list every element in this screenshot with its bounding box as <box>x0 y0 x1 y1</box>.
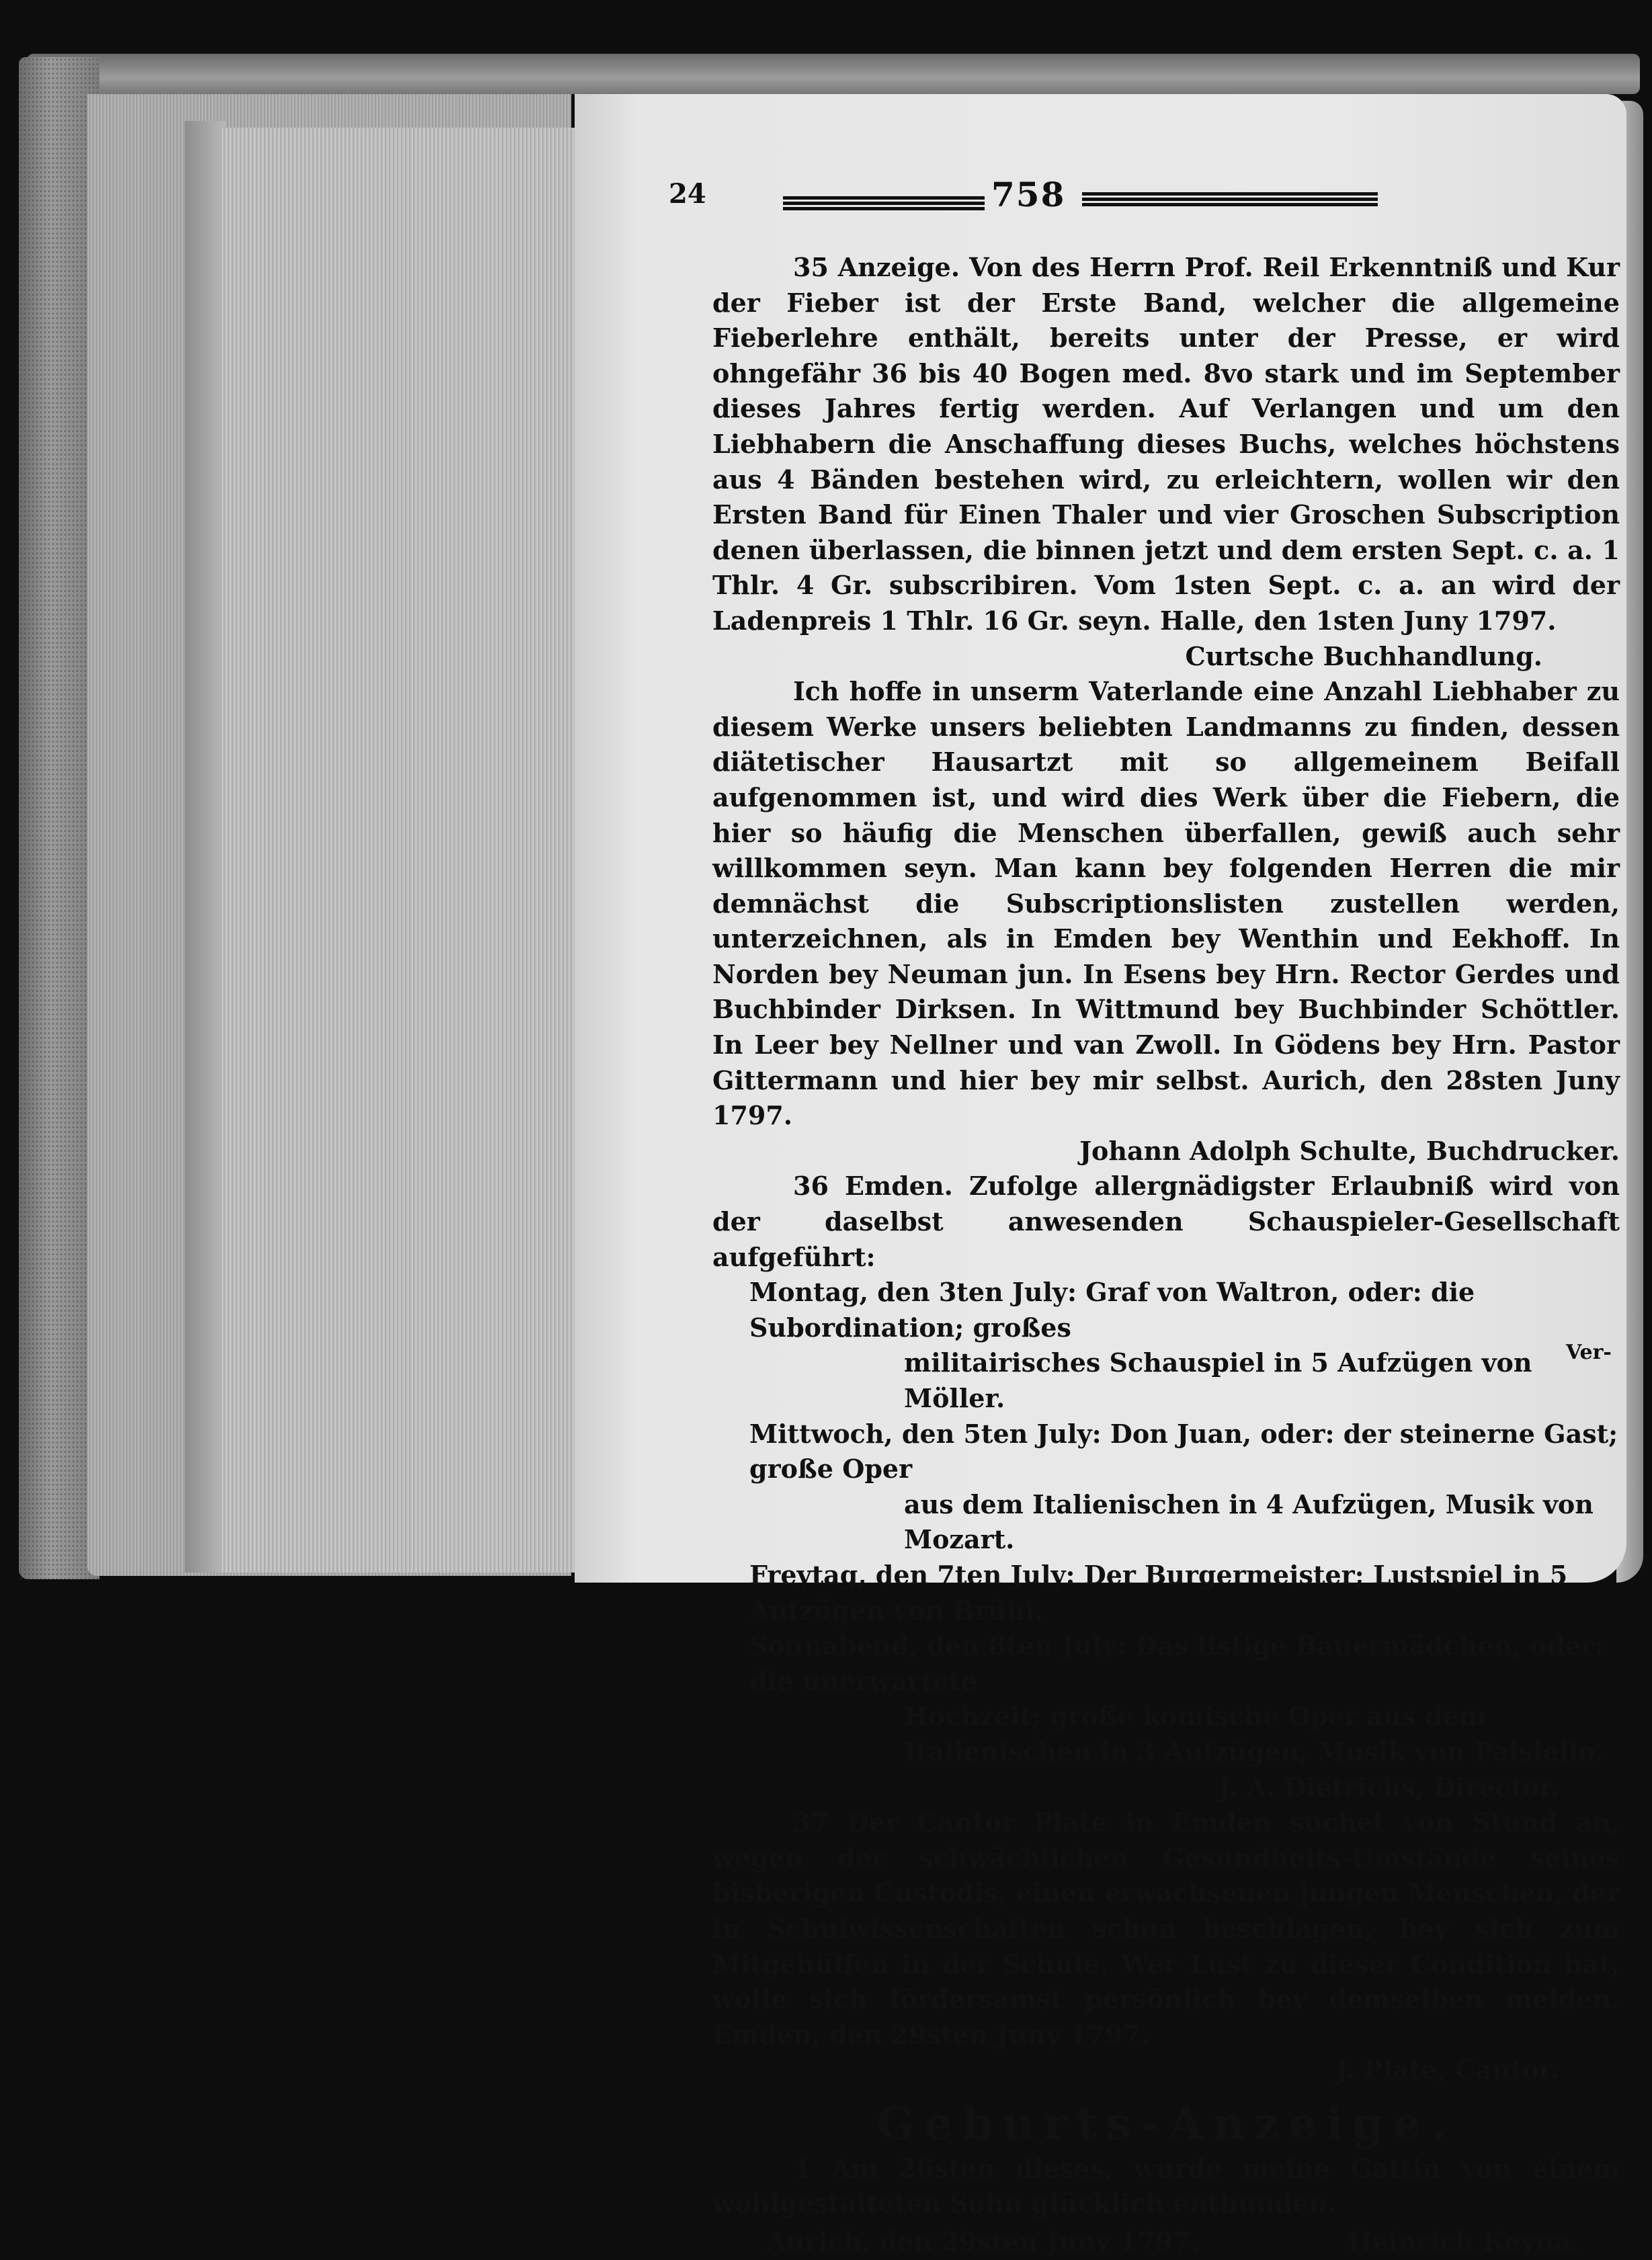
page-header-mark: 24 <box>669 178 706 210</box>
ad-35-paragraph: 35 Anzeige. Von des Herrn Prof. Reil Erkenntniß und Kur der Fieber ist der Erste Band, welcher die allgemeine Fieberlehre enthält, bereits unter der Presse, er wird ohngefähr 36 bis 40 Bogen med. 8vo stark und im September dieses Jahres fertig werden. Auf Verlangen und um den Liebhabern die Anschaffung dieses Buchs, welches höchstens aus 4 Bänden bestehen wird, zu erleichtern, wollen wir den Ersten Band für Einen Thaler und vier Groschen Subscription denen überlassen, die binnen jetzt und dem ersten Sept. c. a. 1 Thlr. 4 Gr. subscribiren. Vom 1sten Sept. c. a. an wird der Ladenpreis 1 Thlr. 16 Gr. seyn. Halle, den 1sten Juny 1797. <box>712 252 1620 636</box>
ad-37-paragraph: 37 Der Cantor Plate in Emden suchet von Stund an, wegen der schwächlichen Gesundheits-Umstände seines bisherigen Custodis, einen erwachsenen jungen Menschen, der in Schulwissenschaften schon beschlagen, bey sich zum Mitgehülfen in der Schule. Wer Lust zu dieser Condition hat, wolle sich fördersamst persönlich bey demselben melden. Emden, den 29sten Juny 1797. <box>712 1807 1620 2050</box>
schedule-entry-monday-cont: militairisches Schauspiel in 5 Aufzügen von Möller. <box>904 1347 1532 1413</box>
ad-35-signature: Curtsche Buchhandlung. <box>1185 640 1542 671</box>
ad-37-signature: J. Plate, Cantor. <box>1335 2054 1559 2085</box>
ad-36-intro: 36 Emden. Zufolge allergnädigster Erlaubniß wird von der daselbst anwesenden Schauspieler-Gesellschaft aufgeführt: <box>712 1171 1620 1272</box>
ad-35-recommendation: Ich hoffe in unserm Vaterlande eine Anzahl Liebhaber zu diesem Werke unsers beliebten Landmanns zu finden, dessen diätetischer Hausartzt mit so allgemeinem Beifall aufgenommen ist, und wird dies Werk über die Fiebern, die hier so häufig die Menschen überfallen, gewiß auch sehr willkommen seyn. Man kann bey folgenden Herren die mir demnächst die Subscriptionslisten zustellen werden, unterzeichnen, als in Emden bey Wenthin und Eekhoff. In Norden bey Neuman jun. In Esens bey Hrn. Rector Gerdes und Buchbinder Dirksen. In Wittmund bey Buchbinder Schöttler. In Leer bey Nellner und van Zwoll. In Gödens bey Hrn. Pastor Gittermann und hier bey mir selbst. Aurich, den 28sten Juny 1797. <box>712 676 1620 1131</box>
birth-notice: 1 Am 26sten dieses, wurde meine Gattin von einem wohlgestalteten Sohn glücklich entbunden. <box>712 2152 1620 2219</box>
ad-35-printer-signature: Johann Adolph Schulte, Buchdrucker. <box>1079 1135 1620 1166</box>
theatre-schedule <box>712 1275 1620 1769</box>
page-edges-inner <box>222 128 578 1573</box>
birth-signature: Heinrich Keyna. <box>1348 2226 1579 2257</box>
book-spine-top <box>27 54 1640 94</box>
ad-36-signature: J. A. Dietrichs, Director. <box>1218 1771 1559 1802</box>
catchword: Ver- <box>1566 1341 1612 1364</box>
header-rule-right <box>1082 192 1378 207</box>
page-number: 758 <box>991 175 1066 214</box>
birth-notice-footer <box>712 2224 1620 2260</box>
text-column <box>712 250 1620 2260</box>
schedule-entry-monday: Montag, den 3ten July: Graf von Waltron, oder: die Subordination; großes <box>749 1277 1475 1343</box>
schedule-entry-wednesday: Mittwoch, den 5ten July: Don Juan, oder: der steinerne Gast; große Oper <box>749 1418 1618 1484</box>
section-heading: Geburts-Anzeige. <box>876 2097 1456 2150</box>
printed-page <box>575 94 1626 2257</box>
schedule-entry-friday: Freytag, den 7ten July: Der Burgermeister; Lustspiel in 5 Aufzügen von Brühl. <box>749 1559 1568 1626</box>
birth-place-date: Aurich, den 29sten Juny 1797. <box>766 2226 1200 2257</box>
header-rule-left <box>783 196 985 211</box>
schedule-entry-saturday: Sonnabend, den 8ten July: Das listige Bauermädchen, oder: die unerwartete <box>749 1630 1604 1696</box>
schedule-entry-saturday-cont: Hochzeit; große komische Oper aus dem Italienischen in 3 Aufzügen, Musik von Paisiello. <box>904 1701 1604 1767</box>
page-edges-shadow <box>185 121 225 1573</box>
schedule-entry-wednesday-cont: aus dem Italienischen in 4 Aufzügen, Musik von Mozart. <box>904 1489 1594 1555</box>
